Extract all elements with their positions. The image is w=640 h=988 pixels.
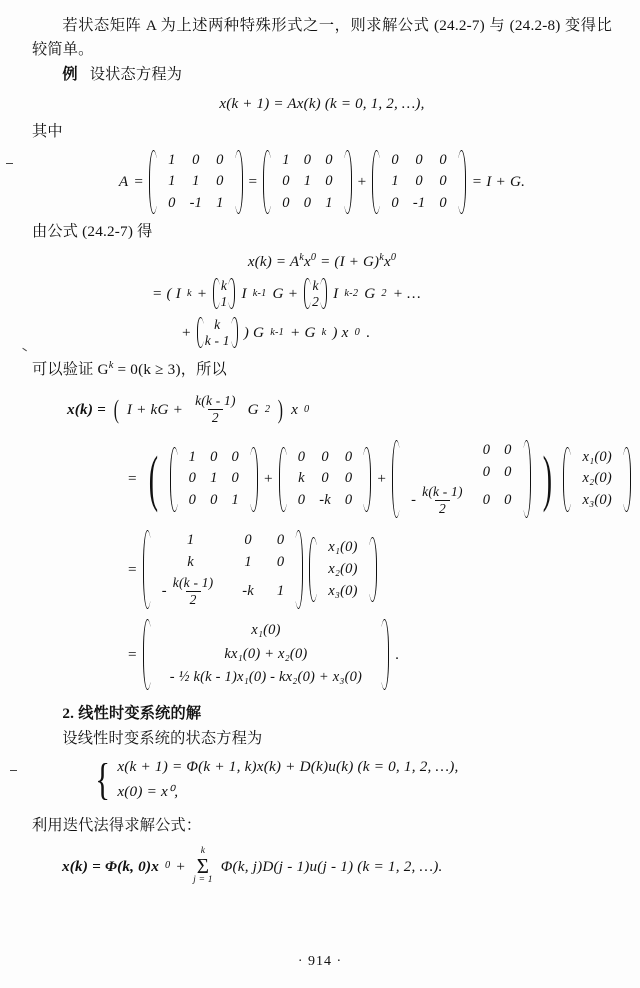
xk2-G2: G [364,284,376,302]
cell: x₁(0) [328,539,358,556]
big-paren-close-2: ) [542,445,552,514]
cell: 1 [210,470,218,487]
equation-matrix-expansion [128,440,612,519]
binomial-k-2 [304,278,327,309]
cell: 0 [231,470,239,487]
cell: 1 [282,151,290,168]
cell: 0 [216,173,224,190]
big-paren-open-2: ( [148,445,158,514]
cell: 1 [188,448,197,465]
cell: 1 [303,173,312,190]
equals-3: = [128,470,137,488]
cell: 0 [325,173,333,190]
cell: 0 [344,448,353,465]
cell: x₁(0) [582,448,612,465]
matrix-G2-expanded [392,440,531,519]
equals-4: = [128,560,137,578]
paragraph-verify [32,358,612,382]
matrix-kG-expanded [279,447,372,512]
matrix-I-expanded [170,447,258,512]
xk3-x: ) x [332,323,349,341]
margin-tick-3 [10,770,17,771]
paren-open: ( [113,394,120,424]
frac-denominator: 2 [186,591,201,608]
equation-tv-solution: x(k) = Φ(k, 0)x 0 + k Σ j = 1 Φ(k, j)D(j - 1)u(j - 1) (k = 1, 2, …). [62,846,443,885]
equation-xk-line1: $x(k) = A^kx^0 = (I + G)^kx^0$ [247,251,397,270]
A-result: = I + G. [471,173,526,191]
cell: 0 [231,448,239,465]
cell: 0 [168,194,176,211]
cell: 1 [216,194,224,211]
plus-2: + [263,470,273,488]
matrix-G [372,150,465,215]
paren-close: ) [277,394,284,424]
system-line-2: x(0) = x⁰, [117,783,179,801]
cell: 0 [188,492,197,509]
cell: 1 [168,151,176,168]
xk2-dots: + … [392,284,421,302]
cell: 0 [391,151,399,168]
equals-1: = [134,173,144,191]
cell: 0 [439,151,447,168]
binom-bottom: k - 1 [204,332,230,348]
binomial-k-1 [213,278,236,309]
equation-state: x(k + 1) = Ax(k) (k = 0, 1, 2, …), [219,95,425,112]
cell: 0 [276,532,285,549]
cell: x₂(0) [328,560,358,577]
cell-frac: - $\frac{k(k - 1)}{2}$ [404,483,476,518]
cell: 0 [482,441,491,458]
big-xk-lhs: x(k) = [67,401,106,419]
xk3-G: ) G [243,323,265,341]
example-label: 例 [62,66,78,84]
cell [404,440,476,462]
summation-symbol [193,847,213,885]
tv-sol-rhs: Φ(k, j)D(j - 1)u(j - 1) (k = 1, 2, …). [220,857,443,875]
equation-tv-system [92,755,612,804]
xk3-Gk: + G [290,323,316,341]
equation-final-vector [128,619,612,690]
cell: x₃(0) [328,582,358,599]
xk2-plus: + [197,284,207,302]
cell: 0 [504,441,512,458]
cell: 0 [321,448,329,465]
cell: x₁(0) [251,621,281,638]
cell: 0 [192,151,200,168]
system-line-1: x(k + 1) = Φ(k + 1, k)x(k) + D(k)u(k) (k = 0, 1, 2, …), [117,757,459,775]
cell: 0 [482,463,491,480]
cell: 0 [297,492,306,509]
cell: 0 [504,492,512,509]
cell: 0 [504,463,512,480]
section-title: 线性时变系统的解 [78,704,202,722]
cell: 0 [415,151,423,168]
matrix-combined [143,530,304,609]
cell: -k [242,582,254,599]
binomial-k-km1 [197,317,238,348]
cell: 0 [482,492,491,509]
cell: 1 [231,492,239,509]
cell: kx₁(0) + x₂(0) [224,645,308,662]
xk2-G: G + [272,284,299,302]
cell: 0 [188,470,197,487]
cell: 0 [276,554,285,571]
plus-1: + [357,173,367,191]
cell: -1 [189,194,203,211]
frac-numerator: k(k - 1) [195,393,236,409]
cell: 0 [321,470,329,487]
cell: x₃(0) [582,492,612,509]
section-heading [32,702,612,726]
cell: k [187,554,194,571]
cell: 0 [282,194,290,211]
matrix-identity [263,150,351,215]
cell: 1 [186,532,195,549]
cell: 0 [344,470,353,487]
xk2-a: = ( I [152,284,181,302]
fraction-cell [418,484,467,517]
binom-top: k [214,317,221,333]
vector-x0-2 [309,537,376,602]
margin-tick-1 [6,163,13,164]
section-number: 2. [62,704,75,722]
A-symbol: A [118,173,129,191]
cell: 0 [282,173,290,190]
cell: 0 [303,194,312,211]
frac-numerator: k(k - 1) [172,574,214,590]
matrix-A [149,150,242,215]
cell: 0 [415,173,423,190]
verify-text-cont: = 0(k ≥ 3)，所以 [113,361,227,379]
cell [404,462,476,484]
xk2-I2: I [333,284,339,302]
paragraph-iterate: 利用迭代法得求解公式： [32,816,202,834]
cell: 1 [244,554,252,571]
paragraph-qizhong: 其中 [32,122,63,140]
vector-x0-1 [563,447,630,512]
cell: 0 [439,173,447,190]
frac-denominator: 2 [208,409,223,426]
cell: 0 [325,151,333,168]
cell: 1 [192,173,200,190]
fraction-k-k-1-over-2 [191,393,240,426]
frac-denominator: 2 [435,500,450,517]
verify-exponent: k [108,360,114,372]
cell: 0 [297,448,306,465]
cell: 0 [439,194,447,211]
xk2-I: I [241,284,247,302]
cell: - ½ k(k - 1)x₁(0) - kx₂(0) + x₃(0) [169,669,363,686]
vector-final [143,619,389,690]
equation-combined-matrix [128,530,612,609]
tv-sol-plus: + [176,857,186,875]
binom-top: k [220,278,228,293]
system-brace-group [92,755,458,804]
paragraph-by-formula: 由公式 (24.2-7) 得 [32,223,153,241]
verify-text: 可以验证 G [32,361,109,379]
cell: 0 [344,492,353,509]
xk3-plus: + [182,323,191,341]
sum-lower-limit: j = 1 [193,874,213,885]
left-brace: { [95,754,111,804]
paragraph-intro: 若状态矩阵 A 为上述两种特殊形式之一，则求解公式 (24.2-7) 与 (24.2-8) 变得比较简单。 [32,17,612,58]
cell: 1 [325,194,333,211]
system-lines [117,755,458,804]
big-G2: G [247,401,259,419]
sigma-glyph: Σ [196,853,210,878]
binom-bottom: 1 [220,293,228,309]
frac-numerator: k(k - 1) [422,484,463,500]
page-number: · 914 · [297,954,343,969]
cell: 1 [276,582,285,599]
sum-upper-limit: k [200,846,206,857]
equation-big-xk: x(k) = ( I + kG + $\frac{k(k - 1)}{2}$ G 2 ) x 0 [67,390,612,430]
margin-tick-2 [22,348,27,352]
xk-lhs: x(k) = A [247,253,300,270]
equals-5: = [128,645,137,663]
example-text: 设状态方程为 [89,66,183,84]
final-period: . [395,645,400,663]
cell-frac-2: - $\frac{k(k - 1)}{2}$ [155,574,227,609]
cell: x₂(0) [582,470,612,487]
binom-bottom: 2 [312,293,320,309]
equation-xk-line2: = ( I k + k 1 I k-1 G + k 2 I k-2 G 2 + … [152,278,421,309]
cell: -k [319,492,331,509]
tv-sol-lhs: x(k) = Φ(k, 0)x [62,857,160,875]
cell: 0 [216,151,224,168]
cell: 1 [391,173,399,190]
cell: 0 [210,448,218,465]
cell: 0 [391,194,399,211]
xk-rhs: = (I + G) [320,253,380,270]
cell: 0 [244,532,252,549]
equals-2: = [248,173,258,191]
cell: 1 [168,173,176,190]
cell: 0 [210,492,218,509]
big-I-kG: I + kG + [126,401,184,419]
cell: -1 [412,194,426,211]
paragraph-example [32,63,612,87]
paragraph-section-intro: 设线性时变系统的状态方程为 [62,730,263,748]
xk-x: x [304,253,311,270]
cell: k [298,470,305,487]
binom-top: k [312,278,319,293]
equation-A-decomposition [32,150,612,215]
plus-3: + [377,470,387,488]
fraction-cell-2 [169,575,218,608]
equation-xk-line3: + k k - 1 ) G k-1 + G k ) x 0 . [182,317,370,348]
cell: 0 [303,151,312,168]
page-body [32,14,612,885]
